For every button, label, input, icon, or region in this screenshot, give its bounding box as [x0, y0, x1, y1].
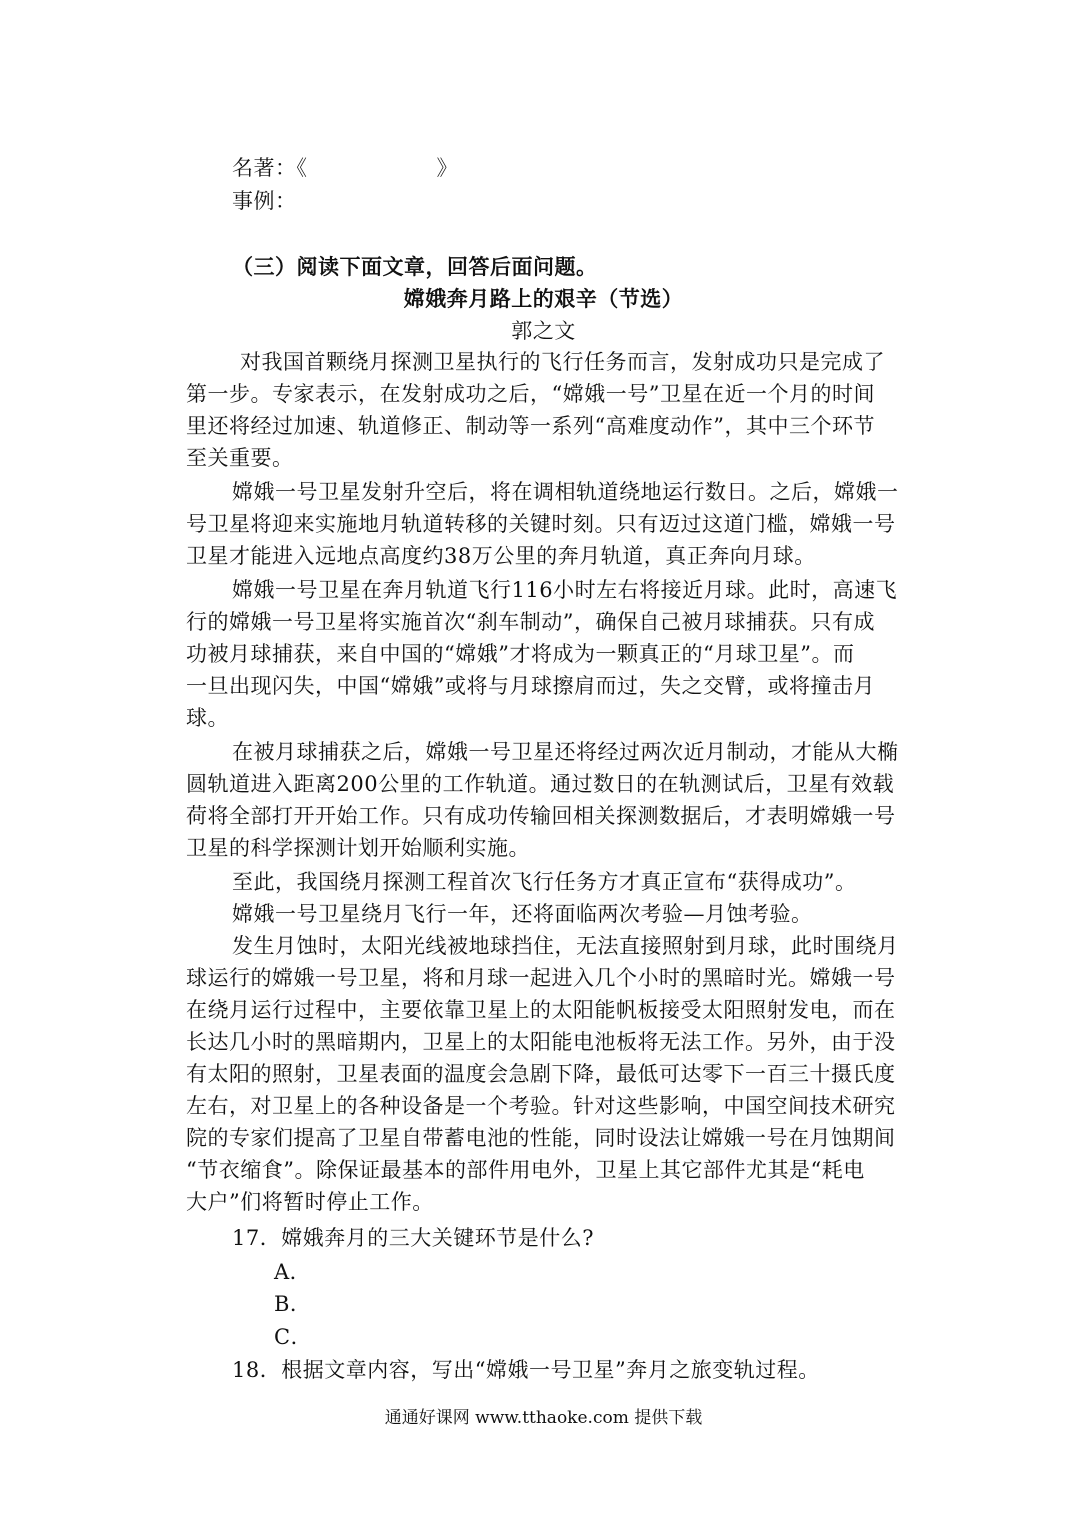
body-line: 嫦娥一号卫星发射升空后，将在调相轨道绕地运行数日。之后，嫦娥一	[232, 480, 899, 504]
body-line: 卫星才能进入远地点高度约38万公里的奔月轨道，真正奔向月球。	[186, 544, 816, 568]
section-heading: （三）阅读下面文章，回答后面问题。	[232, 254, 598, 279]
question-17-option-a: A．	[274, 1260, 312, 1284]
example-field: 事例：	[232, 189, 297, 213]
book-title-field: 名著：《 》	[232, 156, 458, 180]
body-line: 嫦娥一号卫星绕月飞行一年，还将面临两次考验—月蚀考验。	[232, 902, 813, 926]
question-18: 18．根据文章内容，写出“嫦娥一号卫星”奔月之旅变轨过程。	[232, 1358, 820, 1382]
body-line: 一旦出现闪失，中国“嫦娥”或将与月球擦肩而过，失之交臂，或将撞击月	[186, 674, 875, 698]
article-title: 嫦娥奔月路上的艰辛（节选）	[403, 286, 684, 311]
body-line: 球运行的嫦娥一号卫星，将和月球一起进入几个小时的黑暗时光。嫦娥一号	[186, 966, 896, 990]
article-author: 郭之文	[511, 319, 576, 343]
body-line: 对我国首颗绕月探测卫星执行的飞行任务而言，发射成功只是完成了	[240, 350, 885, 374]
question-17-option-b: B．	[274, 1292, 312, 1316]
body-line: 卫星的科学探测计划开始顺利实施。	[186, 836, 530, 860]
body-line: 发生月蚀时，太阳光线被地球挡住，无法直接照射到月球，此时围绕月	[232, 934, 899, 958]
body-line: 在绕月运行过程中，主要依靠卫星上的太阳能帆板接受太阳照射发电，而在	[186, 998, 896, 1022]
page-footer: 通通好课网 www.tthaoke.com 提供下载	[384, 1408, 703, 1428]
body-line: 左右，对卫星上的各种设备是一个考验。针对这些影响，中国空间技术研究	[186, 1094, 896, 1118]
body-line: 长达几小时的黑暗期内，卫星上的太阳能电池板将无法工作。另外，由于没	[186, 1030, 896, 1054]
question-17: 17．嫦娥奔月的三大关键环节是什么?	[232, 1226, 594, 1250]
body-line: 院的专家们提高了卫星自带蓄电池的性能，同时设法让嫦娥一号在月蚀期间	[186, 1126, 896, 1150]
body-line: 大户”们将暂时停止工作。	[186, 1190, 434, 1214]
body-line: 在被月球捕获之后，嫦娥一号卫星还将经过两次近月制动，才能从大椭	[232, 740, 899, 764]
body-line: 有太阳的照射，卫星表面的温度会急剧下降，最低可达零下一百三十摄氏度	[186, 1062, 896, 1086]
body-line: 里还将经过加速、轨道修正、制动等一系列“高难度动作”，其中三个环节	[186, 414, 875, 438]
body-line: 至关重要。	[186, 446, 294, 470]
body-line: 荷将全部打开开始工作。只有成功传输回相关探测数据后，才表明嫦娥一号	[186, 804, 896, 828]
body-line: 第一步。专家表示，在发射成功之后，“嫦娥一号”卫星在近一个月的时间	[186, 382, 875, 406]
body-line: 至此，我国绕月探测工程首次飞行任务方才真正宣布“获得成功”。	[232, 870, 857, 894]
body-line: “节衣缩食”。除保证最基本的部件用电外，卫星上其它部件尤其是“耗电	[186, 1158, 865, 1182]
body-line: 号卫星将迎来实施地月轨道转移的关键时刻。只有迈过这道门槛，嫦娥一号	[186, 512, 896, 536]
body-line: 圆轨道进入距离200公里的工作轨道。通过数日的在轨测试后，卫星有效载	[186, 772, 895, 796]
body-line: 功被月球捕获，来自中国的“嫦娥”才将成为一颗真正的“月球卫星”。而	[186, 642, 855, 666]
body-line: 行的嫦娥一号卫星将实施首次“刹车制动”，确保自己被月球捕获。只有成	[186, 610, 875, 634]
question-17-option-c: C．	[274, 1325, 313, 1349]
body-line: 球。	[186, 706, 229, 730]
body-line: 嫦娥一号卫星在奔月轨道飞行116小时左右将接近月球。此时，高速飞	[232, 578, 898, 602]
